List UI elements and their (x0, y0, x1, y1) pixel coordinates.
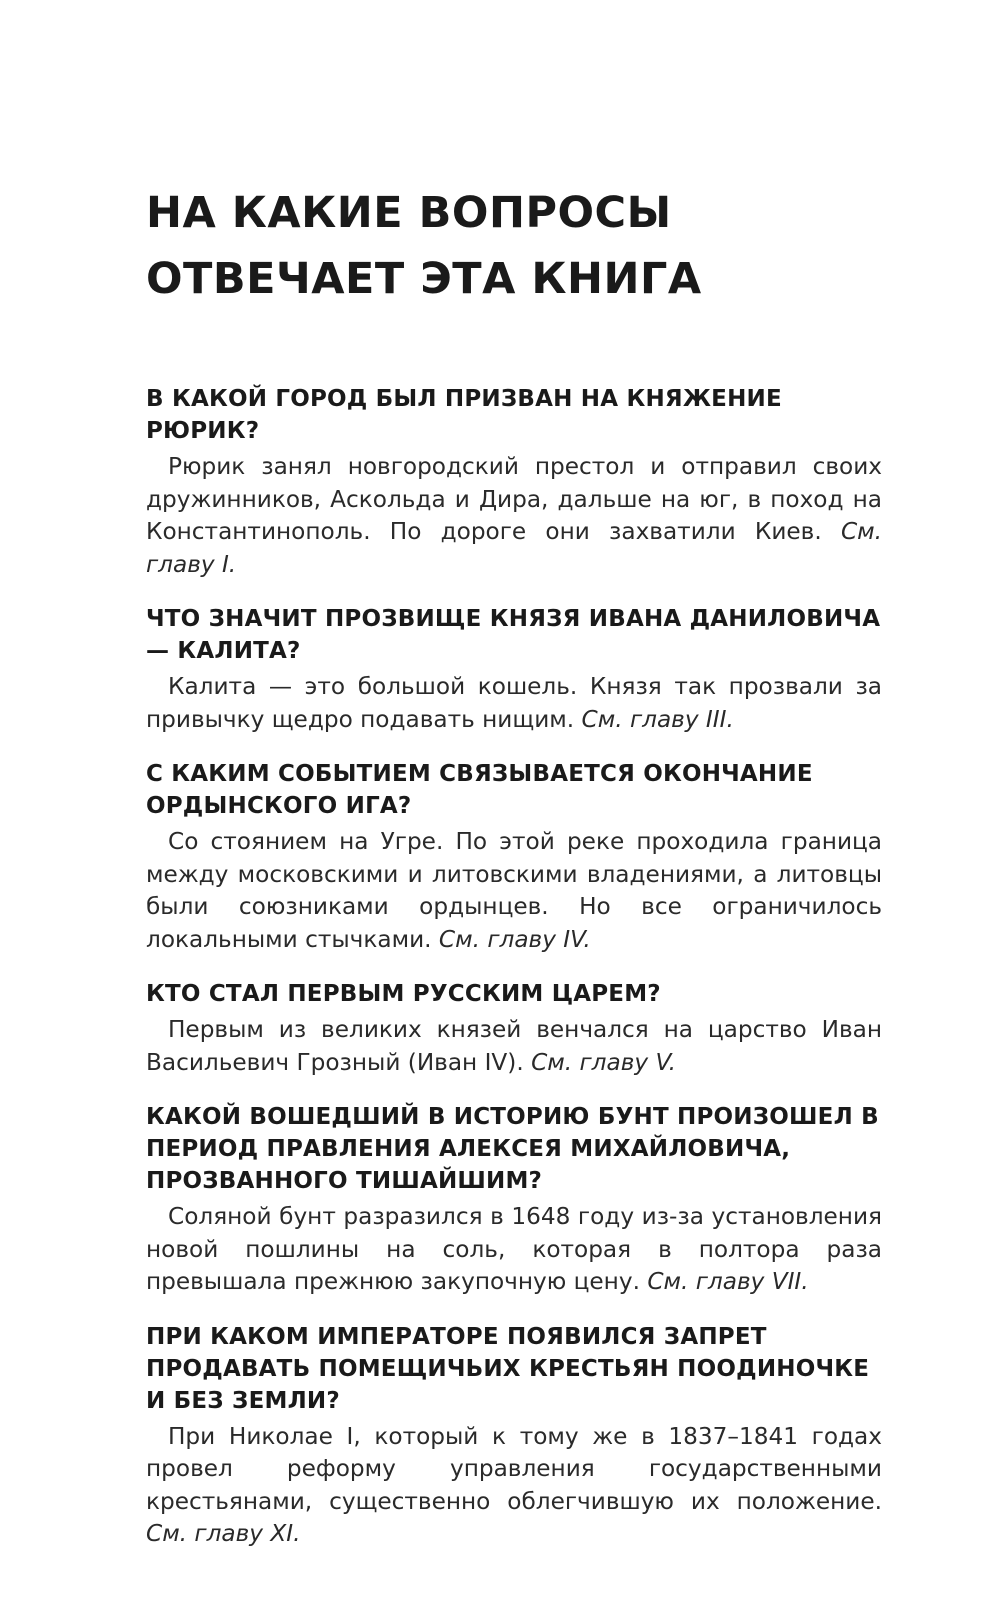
question-heading: ПРИ КАКОМ ИМПЕРАТОРЕ ПОЯВИЛСЯ ЗАПРЕТ ПРОДАВАТЬ ПОМЕЩИЧЬИХ КРЕСТЬЯН ПООДИНОЧКЕ И БЕЗ ЗЕМЛИ? (146, 1323, 870, 1414)
answer-text: Со стоянием на Угре. По этой реке проходила граница между московскими и литовскими владениями, а литовцы были союзниками ордынцев. Но все ограничилось локальными стычками. (146, 828, 882, 953)
question-heading: КАКОЙ ВОШЕДШИЙ В ИСТОРИЮ БУНТ ПРОИЗОШЕЛ В ПЕРИОД ПРАВЛЕНИЯ АЛЕКСЕЯ МИХАЙЛОВИЧА, ПРОЗВАННОГО ТИШАЙШИМ? (146, 1104, 879, 1194)
answer-paragraph (146, 826, 882, 956)
question-heading: ЧТО ЗНАЧИТ ПРОЗВИЩЕ КНЯЗЯ ИВАНА ДАНИЛОВИЧА — КАЛИТА? (146, 606, 881, 664)
qa-item-kalita (146, 603, 882, 736)
question-heading: С КАКИМ СОБЫТИЕМ СВЯЗЫВАЕТСЯ ОКОНЧАНИЕ ОРДЫНСКОГО ИГА? (146, 761, 813, 819)
chapter-reference: См. главу V. (531, 1048, 677, 1076)
question-heading: В КАКОЙ ГОРОД БЫЛ ПРИЗВАН НА КНЯЖЕНИЕ РЮРИК? (146, 386, 782, 444)
answer-paragraph (146, 1014, 882, 1079)
qa-item-horde-yoke (146, 758, 882, 956)
page-title-line-1: НА КАКИЕ ВОПРОСЫ (146, 188, 672, 238)
answer-paragraph (146, 451, 882, 581)
answer-text: Соляной бунт разразился в 1648 году из-за установления новой пошлины на соль, которая в полтора раза превышала прежнюю закупочную цену. (146, 1203, 882, 1295)
answer-paragraph (146, 1421, 882, 1551)
qa-item-first-tsar (146, 978, 882, 1079)
chapter-reference: См. главу XI. (146, 1520, 301, 1547)
answer-text: Первым из великих князей венчался на царство Иван Васильевич Грозный (Иван IV). (146, 1016, 882, 1076)
chapter-reference: См. главу IV. (438, 925, 591, 953)
answer-text: Калита — это большой кошель. Князя так прозвали за привычку щедро подавать нищим. (146, 673, 882, 733)
chapter-reference: См. главу III. (581, 705, 734, 733)
page-title (146, 180, 906, 312)
question-answer-list (146, 383, 882, 1573)
chapter-reference: См. главу I. (146, 518, 883, 578)
qa-item-rurik (146, 383, 882, 581)
qa-item-salt-riot (146, 1101, 882, 1299)
page-title-line-2: ОТВЕЧАЕТ ЭТА КНИГА (146, 254, 702, 304)
chapter-reference: См. главу VII. (647, 1268, 809, 1295)
answer-paragraph (146, 1201, 882, 1299)
question-heading: КТО СТАЛ ПЕРВЫМ РУССКИМ ЦАРЕМ? (146, 981, 661, 1007)
answer-paragraph (146, 671, 882, 736)
qa-item-serf-sale-ban (146, 1321, 882, 1551)
answer-text: Рюрик занял новгородский престол и отправил своих дружинников, Аскольда и Дира, дальше на юг, в поход на Константинополь. По дороге они захватили Киев. (146, 453, 882, 545)
answer-text: При Николае I, который к тому же в 1837–1841 годах провел реформу управления государственными крестьянами, существенно облегчившую их положение. (146, 1422, 882, 1515)
